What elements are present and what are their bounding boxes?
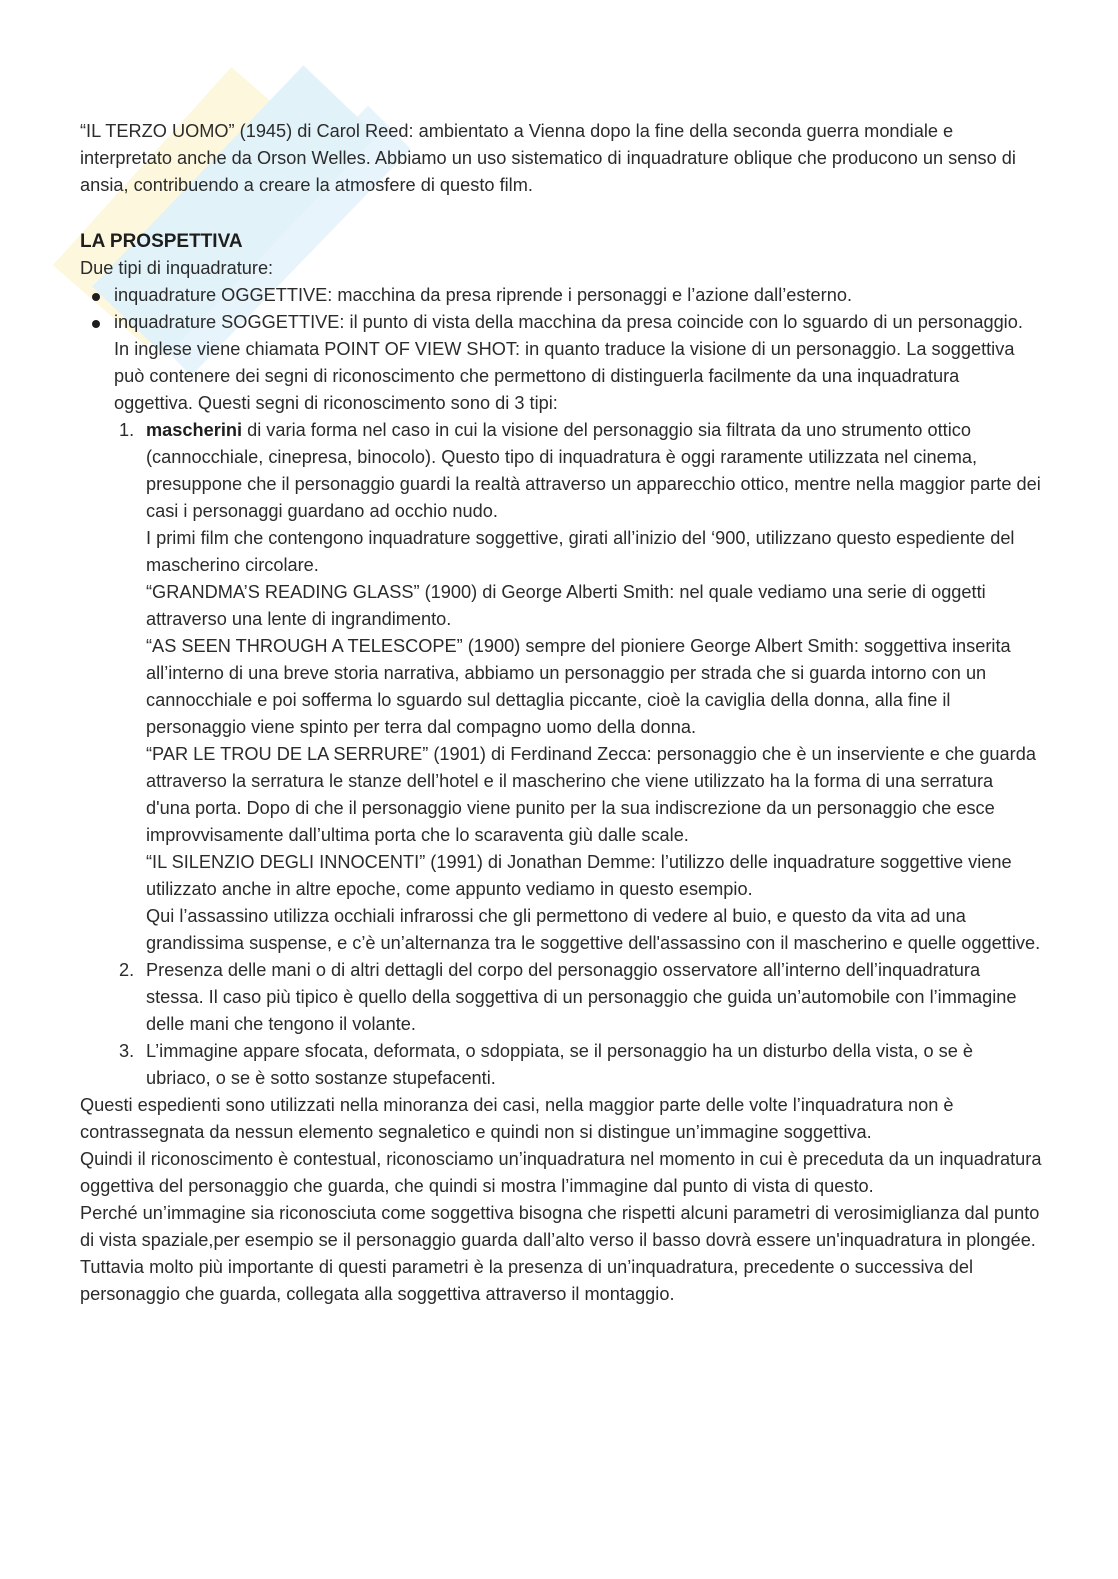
bullet-item bbox=[80, 309, 1042, 1092]
intro-paragraph: “IL TERZO UOMO” (1945) di Carol Reed: ambientato a Vienna dopo la fine della seconda guerra mondiale e interpretato anche da Orson Welles. Abbiamo un uso sistematico di inquadrature oblique che producono un senso di ansia, contribuendo a creare la atmosfere di questo film. bbox=[80, 121, 1016, 195]
item-body: di varia forma nel caso in cui la visione del personaggio sia filtrata da uno strumento ottico (cannocchiale, cinepresa, binocolo). Questo tipo di inquadratura è oggi raramente utilizzata nel cinema, presuppone che il personaggio guardi la realtà attraverso un apparecchio ottico, mentre nella maggior parte dei casi i personaggi guardano ad occhio nudo. bbox=[146, 420, 1041, 521]
bullet-list bbox=[80, 282, 1042, 1092]
item-paragraph: “IL SILENZIO DEGLI INNOCENTI” (1991) di Jonathan Demme: l’utilizzo delle inquadrature soggettive viene utilizzato anche in altre epoche, come appunto vediamo in questo esempio. bbox=[146, 852, 1012, 899]
bullet-item bbox=[80, 282, 1042, 309]
item-bold-term: mascherini bbox=[146, 420, 243, 440]
item-paragraph: “AS SEEN THROUGH A TELESCOPE” (1900) sempre del pioniere George Albert Smith: soggettiva inserita all’interno di una breve storia narrativa, abbiamo un personaggio per strada che si guarda intorno con un cannocchiale e poi sofferma lo sguardo sul dettaglia piccante, cioè la caviglia della donna, alla fine il personaggio viene spinto per terra dal compagno uomo della donna. bbox=[146, 636, 1011, 737]
closing-paragraph: Questi espedienti sono utilizzati nella minoranza dei casi, nella maggior parte delle volte l’inquadratura non è contrassegnata da nessun elemento segnaletico e quindi non si distingue un’immagine soggettiva. bbox=[80, 1095, 954, 1142]
bullet-text: inquadrature SOGGETTIVE: il punto di vista della macchina da presa coincide con lo sguardo di un personaggio. In inglese viene chiamata POINT OF VIEW SHOT: in quanto traduce la visione di un personaggio. La soggettiva può contenere dei segni di riconoscimento che permettono di distinguerla facilmente da una inquadratura oggettiva. Questi segni di riconoscimento sono di 3 tipi: bbox=[114, 312, 1023, 413]
bullet-text: inquadrature OGGETTIVE: macchina da presa riprende i personaggi e l’azione dall’esterno. bbox=[114, 285, 853, 305]
item-text: Presenza delle mani o di altri dettagli del corpo del personaggio osservatore all’interno dell’inquadratura stessa. Il caso più tipico è quello della soggettiva di un personaggio che guida un’automobile con l’immagine delle mani che tengono il volante. bbox=[146, 960, 1017, 1034]
item-paragraph: “GRANDMA’S READING GLASS” (1900) di George Alberti Smith: nel quale vediamo una serie di oggetti attraverso una lente di ingrandimento. bbox=[146, 582, 986, 629]
numbered-item bbox=[114, 417, 1042, 957]
item-text bbox=[146, 417, 1042, 525]
item-number: 2. bbox=[119, 960, 135, 980]
item-text: L’immagine appare sfocata, deformata, o sdoppiata, se il personaggio ha un disturbo della vista, o se è ubriaco, o se è sotto sostanze stupefacenti. bbox=[146, 1041, 974, 1088]
numbered-item bbox=[114, 957, 1042, 1038]
item-number: 1. bbox=[119, 420, 135, 440]
section-lead: Due tipi di inquadrature: bbox=[80, 258, 274, 278]
closing-paragraph: Perché un’immagine sia riconosciuta come soggettiva bisogna che rispetti alcuni parametri di verosimiglianza dal punto di vista spaziale,per esempio se il personaggio guarda dall’alto verso il basso dovrà essere un'inquadratura in plongée. Tuttavia molto più importante di questi parametri è la presenza di un’inquadratura, precedente o successiva del personaggio che guarda, collegata alla soggettiva attraverso il montaggio. bbox=[80, 1203, 1040, 1304]
document-page bbox=[80, 118, 1042, 1308]
numbered-item bbox=[114, 1038, 1042, 1092]
numbered-list bbox=[114, 417, 1042, 1092]
closing-paragraph: Quindi il riconoscimento è contestual, riconosciamo un’inquadratura nel momento in cui è preceduta da un inquadratura oggettiva del personaggio che guarda, che quindi si mostra l’immagine dal punto di vista di questo. bbox=[80, 1149, 1042, 1196]
item-paragraph: Qui l’assassino utilizza occhiali infrarossi che gli permettono di vedere al buio, e questo da vita ad una grandissima suspense, e c’è un’alternanza tra le soggettive dell'assassino con il mascherino e quelle oggettive. bbox=[146, 906, 1041, 953]
item-paragraph: “PAR LE TROU DE LA SERRURE” (1901) di Ferdinand Zecca: personaggio che è un inserviente e che guarda attraverso la serratura le stanze dell’hotel e il mascherino che viene utilizzato ha la forma di una serratura d'una porta. Dopo di che il personaggio viene punito per la sua indiscrezione da un personaggio che esce improvvisamente dall’ultima porta che lo scaraventa giù dalle scale. bbox=[146, 744, 1036, 845]
section-heading: LA PROSPETTIVA bbox=[80, 231, 243, 252]
item-number: 3. bbox=[119, 1041, 135, 1061]
item-paragraph: I primi film che contengono inquadrature soggettive, girati all’inizio del ‘900, utilizzano questo espediente del mascherino circolare. bbox=[146, 528, 1015, 575]
